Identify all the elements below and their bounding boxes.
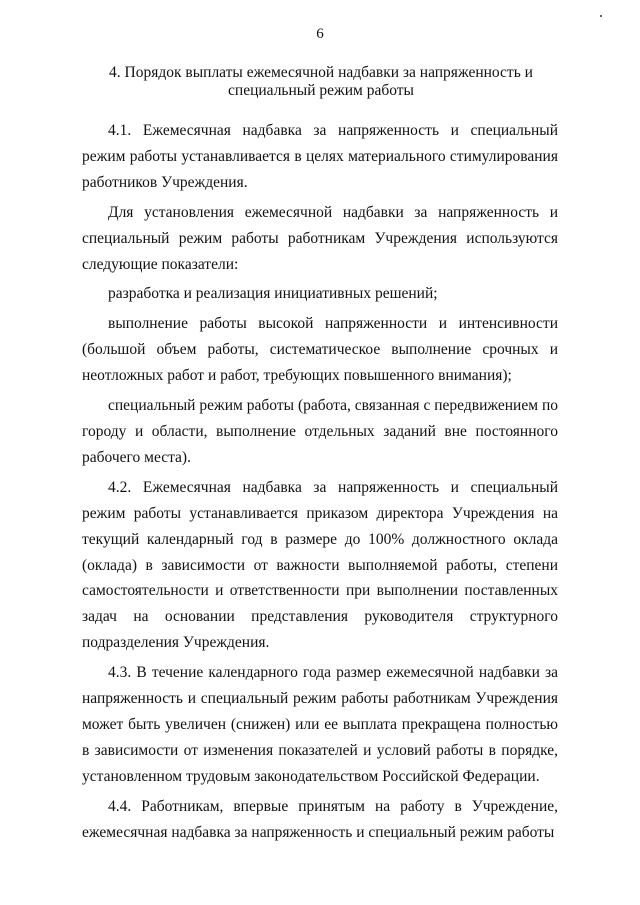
paragraph-4-2: 4.2. Ежемесячная надбавка за напряженность и специальный режим работы устанавливается приказом директора Учреждения на текущий календарный год в размере до 100% должностного оклада (оклада) в зависимости от важности выполняемой работы, степени самостоятельности и ответственности при выполнении поставленных задач на основании представления руководителя структурного подразделения Учреждения. — [82, 478, 558, 652]
page-number: 6 — [316, 26, 324, 42]
paragraph-4-3: 4.3. В течение календарного года размер ежемесячной надбавки за напряженность и специальный режим работы работникам Учреждения может быть увеличен (снижен) или ее выплата прекращена полностью в зависимости от изменения показателей и условий работы в порядке, установленном трудовым законодательством Российской Федерации. — [82, 664, 558, 785]
paragraph-indicator-initiatives: разработка и реализация инициативных решений; — [108, 285, 438, 303]
document-body — [82, 118, 558, 849]
paragraph-indicators-intro: Для установления ежемесячной надбавки за напряженность и специальный режим работы работникам Учреждения используются следующие показатели: — [82, 203, 558, 273]
paragraph-indicator-special-mode: специальный режим работы (работа, связанная с передвижением по городу и области, выполнение отдельных заданий вне постоянного рабочего места). — [82, 397, 558, 466]
paragraph-4-1: 4.1. Ежемесячная надбавка за напряженность и специальный режим работы устанавливается в целях материального стимулирования работников Учреждения. — [82, 122, 558, 191]
paragraph-4-4: 4.4. Работникам, впервые принятым на работу в Учреждение, ежемесячная надбавка за напряженность и специальный режим работы — [82, 797, 558, 841]
scan-speck — [600, 15, 602, 17]
paragraph-indicator-intensity: выполнение работы высокой напряженности и интенсивности (большой объем работы, систематическое выполнение срочных и неотложных работ и работ, требующих повышенного внимания); — [82, 315, 558, 385]
section-title: 4. Порядок выплаты ежемесячной надбавки за напряженность и специальный режим работы — [109, 64, 533, 99]
